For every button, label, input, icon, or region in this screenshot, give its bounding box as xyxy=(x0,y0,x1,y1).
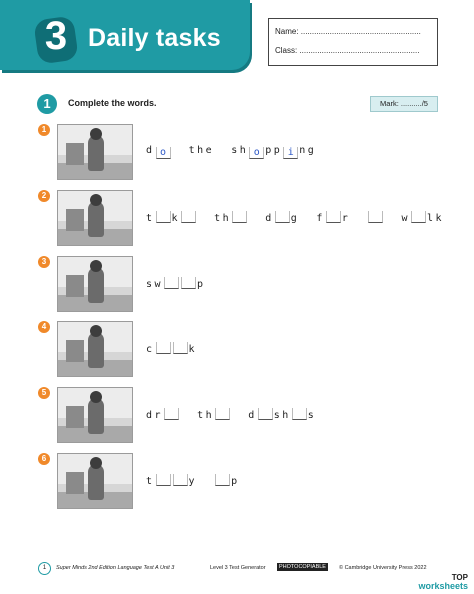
word-letters: th xyxy=(214,213,232,224)
word-space xyxy=(231,410,248,421)
word-letters: g xyxy=(290,213,300,224)
word-space xyxy=(180,410,197,421)
word-letters: c xyxy=(146,344,155,355)
word-puzzle-1 xyxy=(146,145,316,159)
letter-gap[interactable] xyxy=(215,408,230,420)
word-letters: dr xyxy=(146,410,164,421)
letter-gap[interactable] xyxy=(181,211,196,223)
word-space xyxy=(172,145,189,156)
item-picture-6 xyxy=(57,453,133,509)
letter-gap[interactable] xyxy=(258,408,273,420)
unit-number: 3 xyxy=(44,14,68,58)
item-number-1: 1 xyxy=(38,124,50,136)
word-space xyxy=(384,213,401,224)
word-letters: p xyxy=(231,476,240,487)
word-letters: d xyxy=(146,145,155,156)
letter-gap[interactable] xyxy=(181,277,196,289)
exercise-number: 1 xyxy=(37,94,57,114)
word-space xyxy=(214,145,231,156)
word-space xyxy=(299,213,316,224)
letter-gap[interactable] xyxy=(164,408,179,420)
item-number-4: 4 xyxy=(38,321,50,333)
word-letters: ng xyxy=(299,145,317,156)
word-letters: th xyxy=(197,410,215,421)
letter-gap[interactable] xyxy=(292,408,307,420)
item-number-2: 2 xyxy=(38,190,50,202)
letter-gap[interactable] xyxy=(156,474,171,486)
word-space xyxy=(350,213,367,224)
word-letters: sw xyxy=(146,279,164,290)
letter-gap[interactable] xyxy=(232,211,247,223)
word-space xyxy=(248,213,265,224)
letter-gap[interactable] xyxy=(275,211,290,223)
word-puzzle-5 xyxy=(146,408,316,421)
filled-letter: o xyxy=(249,147,264,159)
item-picture-3 xyxy=(57,256,133,312)
item-number-3: 3 xyxy=(38,256,50,268)
word-letters: f xyxy=(316,213,325,224)
item-picture-2 xyxy=(57,190,133,246)
word-letters: r xyxy=(341,213,351,224)
word-letters: d xyxy=(248,410,257,421)
word-letters: t xyxy=(146,213,155,224)
word-letters: the xyxy=(188,145,215,156)
watermark-logo xyxy=(418,574,468,590)
letter-gap[interactable] xyxy=(411,211,426,223)
letter-gap[interactable] xyxy=(156,342,171,354)
watermark-top: TOP xyxy=(451,573,468,582)
letter-gap[interactable] xyxy=(326,211,341,223)
watermark-worksheets: worksheets xyxy=(418,581,468,591)
footer-course: Super Minds 2nd Edition Language Test A Unit 3 xyxy=(56,565,175,571)
word-letters: pp xyxy=(265,145,283,156)
footer-photocopiable: PHOTOCOPIABLE xyxy=(279,564,326,570)
filled-letter: o xyxy=(156,147,171,159)
item-picture-5 xyxy=(57,387,133,443)
page-title: Daily tasks xyxy=(88,24,221,52)
name-field[interactable]: Name: ...................................................... xyxy=(275,27,421,36)
word-puzzle-4 xyxy=(146,342,197,355)
word-letters: lk xyxy=(427,213,445,224)
word-puzzle-6 xyxy=(146,474,240,487)
letter-gap[interactable] xyxy=(164,277,179,289)
word-space xyxy=(197,476,214,487)
exercise-instruction: Complete the words. xyxy=(68,98,157,108)
item-number-5: 5 xyxy=(38,387,50,399)
letter-gap[interactable] xyxy=(156,211,171,223)
footer-copyright: © Cambridge University Press 2022 xyxy=(339,565,427,571)
word-letters: p xyxy=(197,279,206,290)
word-space xyxy=(197,213,214,224)
word-letters: w xyxy=(401,213,410,224)
item-number-6: 6 xyxy=(38,453,50,465)
word-letters: d xyxy=(265,213,274,224)
name-class-box xyxy=(268,18,438,66)
word-letters: k xyxy=(171,213,181,224)
item-picture-4 xyxy=(57,321,133,377)
word-letters: k xyxy=(188,344,198,355)
word-puzzle-2 xyxy=(146,211,444,224)
filled-letter: i xyxy=(283,147,298,159)
class-field[interactable]: Class: ...................................................... xyxy=(275,46,420,55)
word-letters: sh xyxy=(273,410,291,421)
footer-generator: Level 3 Test Generator xyxy=(210,565,266,571)
word-letters: sh xyxy=(231,145,249,156)
letter-gap[interactable] xyxy=(173,342,188,354)
footer-page-circle: 1 xyxy=(38,562,51,575)
word-puzzle-3 xyxy=(146,277,206,290)
mark-box: Mark: ........../5 xyxy=(370,96,438,112)
item-picture-1 xyxy=(57,124,133,180)
letter-gap[interactable] xyxy=(215,474,230,486)
letter-gap[interactable] xyxy=(368,211,383,223)
letter-gap[interactable] xyxy=(173,474,188,486)
word-letters: s xyxy=(307,410,317,421)
word-letters: y xyxy=(188,476,198,487)
word-letters: t xyxy=(146,476,155,487)
